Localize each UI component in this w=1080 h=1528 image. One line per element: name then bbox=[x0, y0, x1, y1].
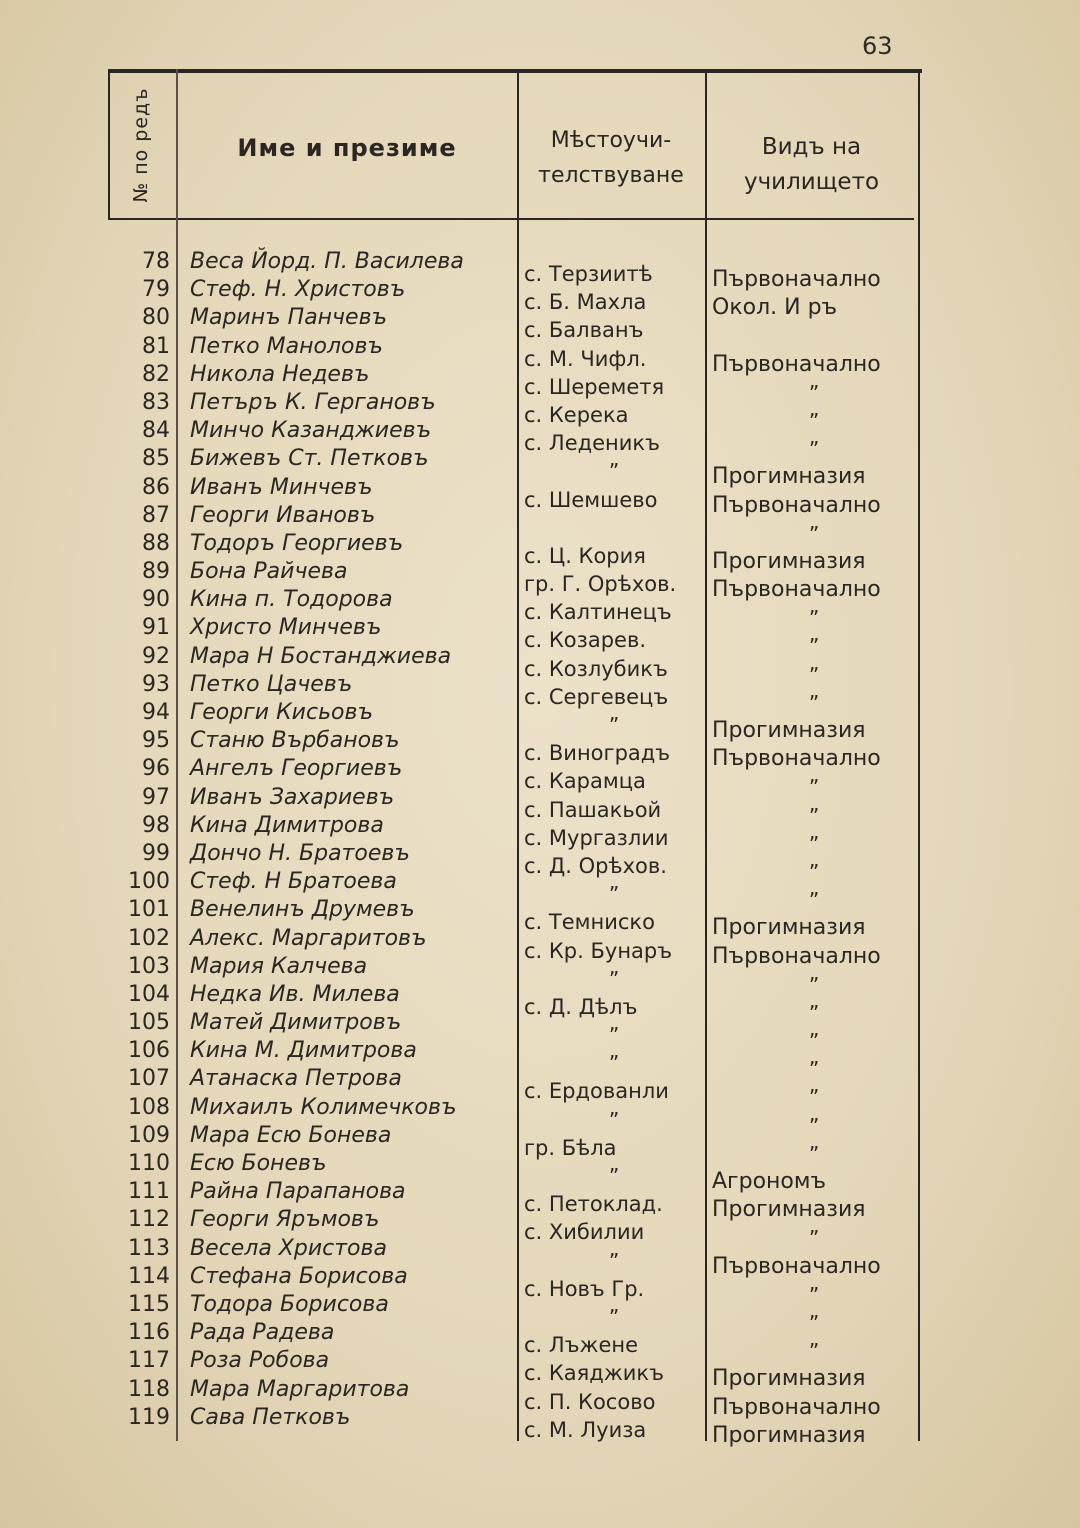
header-bottom-rule bbox=[108, 218, 914, 220]
row-number: 115 bbox=[128, 1291, 170, 1317]
row-place: с. Шемшево bbox=[524, 487, 658, 512]
row-school-type: ” bbox=[808, 1057, 820, 1082]
row-place: с. П. Косово bbox=[524, 1389, 656, 1414]
row-number: 102 bbox=[128, 925, 170, 951]
row-school-type: Първоначално bbox=[712, 1394, 881, 1420]
row-school-type: ” bbox=[808, 1113, 820, 1138]
row-number: 118 bbox=[128, 1376, 170, 1402]
header-place-line-1: Мѣстоучи- bbox=[550, 128, 672, 153]
row-place: ” bbox=[608, 1023, 620, 1048]
row-place: с. Б. Махла bbox=[524, 290, 647, 315]
row-place: с. Петоклад. bbox=[524, 1192, 663, 1217]
row-school-type: ” bbox=[808, 662, 820, 687]
row-name: Веса Йорд. П. Василева bbox=[190, 249, 464, 274]
table-body bbox=[0, 248, 1080, 1448]
row-number: 79 bbox=[142, 277, 170, 303]
row-school-type: Първоначално bbox=[712, 943, 881, 969]
row-school-type: ” bbox=[808, 1085, 820, 1110]
row-place: с. Кр. Бунаръ bbox=[524, 938, 673, 963]
header-name: Име и презиме bbox=[237, 134, 457, 162]
row-name: Петко Маноловъ bbox=[190, 333, 383, 359]
row-name: Дончо Н. Братоевъ bbox=[190, 840, 410, 866]
row-number: 86 bbox=[142, 474, 170, 500]
row-name: Мария Калчева bbox=[190, 953, 368, 979]
row-name: Сава Петковъ bbox=[190, 1404, 351, 1430]
row-place: ” bbox=[608, 1051, 620, 1076]
row-number: 116 bbox=[128, 1320, 170, 1346]
row-place: с. Хибилии bbox=[524, 1220, 645, 1245]
row-school-type: ” bbox=[808, 1029, 820, 1054]
row-number: 111 bbox=[128, 1179, 170, 1205]
row-name: Никола Недевъ bbox=[190, 361, 370, 387]
row-place: ” bbox=[608, 882, 620, 907]
row-school-type: Прогимназия bbox=[712, 915, 866, 941]
row-number: 82 bbox=[142, 361, 170, 387]
row-number: 106 bbox=[128, 1038, 170, 1064]
row-number: 105 bbox=[128, 1010, 170, 1036]
row-name: Георги Кисьовъ bbox=[190, 700, 374, 725]
row-name: Мара Маргаритова bbox=[190, 1376, 410, 1402]
row-place: с. Лъжене bbox=[524, 1333, 639, 1358]
row-place: с. Каяджикъ bbox=[524, 1361, 664, 1386]
row-place: ” bbox=[608, 459, 620, 484]
row-place: с. М. Чифл. bbox=[524, 346, 647, 371]
row-number: 93 bbox=[142, 671, 170, 697]
row-place: с. Пашакьой bbox=[524, 797, 662, 822]
row-number: 109 bbox=[128, 1122, 170, 1148]
row-name: Михаилъ Колимечковъ bbox=[190, 1094, 457, 1120]
row-name: Минчо Казанджиевъ bbox=[190, 418, 432, 444]
row-school-type: ” bbox=[808, 437, 820, 462]
row-name: Мара Есю Бонева bbox=[190, 1122, 392, 1148]
row-place: гр. Бѣла bbox=[524, 1135, 617, 1160]
row-place: с. Козлубикъ bbox=[524, 656, 668, 681]
row-school-type: ” bbox=[808, 1339, 820, 1364]
row-name: Тодора Борисова bbox=[190, 1291, 389, 1317]
row-number: 114 bbox=[128, 1263, 170, 1289]
row-name: Мара Н Бостанджиева bbox=[190, 643, 452, 669]
row-name: Бижевъ Ст. Петковъ bbox=[190, 446, 429, 472]
table-row bbox=[0, 1404, 1080, 1448]
row-name: Стеф. Н. Христовъ bbox=[190, 277, 406, 303]
row-name: Недка Ив. Милева bbox=[190, 981, 400, 1007]
row-name: Петко Цачевъ bbox=[190, 671, 353, 697]
row-name: Петъръ К. Гергановъ bbox=[190, 389, 436, 415]
row-school-type: Прогимназия bbox=[712, 1422, 866, 1448]
row-place: ” bbox=[608, 1164, 620, 1188]
row-name: Стеф. Н Братоева bbox=[190, 869, 397, 895]
row-place: с. Терзиитѣ bbox=[524, 262, 653, 286]
row-number: 113 bbox=[128, 1235, 170, 1261]
row-number: 108 bbox=[128, 1094, 170, 1120]
row-number: 84 bbox=[142, 418, 170, 444]
row-name: Роза Робова bbox=[190, 1348, 330, 1374]
row-number: 83 bbox=[142, 389, 170, 415]
row-school-type: Прогимназия bbox=[712, 718, 866, 743]
row-school-type: Агрономъ bbox=[712, 1169, 827, 1194]
row-number: 96 bbox=[142, 756, 170, 782]
header-place-line-2: телствуване bbox=[538, 163, 684, 188]
row-name: Райна Парапанова bbox=[190, 1179, 406, 1205]
row-place: с. Козарев. bbox=[524, 628, 646, 653]
row-place: с. Д. Орѣхов. bbox=[524, 853, 667, 878]
row-school-type: ” bbox=[808, 521, 820, 546]
row-place: с. Виноградъ bbox=[524, 741, 671, 766]
row-number: 80 bbox=[142, 305, 170, 331]
row-name: Кина Димитрова bbox=[190, 812, 384, 838]
row-school-type: Окол. И ръ bbox=[712, 295, 838, 321]
row-name: Христо Минчевъ bbox=[190, 615, 382, 641]
row-name: Георги Яръмовъ bbox=[190, 1207, 380, 1233]
row-school-type: Прогимназия bbox=[712, 464, 866, 490]
row-place: с. Темниско bbox=[524, 910, 655, 935]
row-place: с. М. Луиза bbox=[524, 1417, 647, 1442]
row-name: Станю Върбановъ bbox=[190, 728, 400, 754]
row-school-type: ” bbox=[808, 1226, 820, 1251]
row-name: Иванъ Минчевъ bbox=[190, 474, 373, 500]
row-name: Весела Христова bbox=[190, 1235, 387, 1261]
row-school-type: Първоначално bbox=[712, 492, 881, 518]
row-school-type: ” bbox=[808, 775, 820, 800]
row-place: с. Д. Дѣлъ bbox=[524, 994, 638, 1019]
row-name: Бона Райчева bbox=[190, 559, 348, 585]
page-number: 63 bbox=[862, 32, 893, 60]
row-number: 87 bbox=[142, 502, 170, 528]
row-school-type: ” bbox=[808, 1310, 820, 1335]
row-school-type: ” bbox=[808, 408, 820, 433]
row-name: Рада Радева bbox=[190, 1320, 335, 1346]
row-place: ” bbox=[608, 1304, 620, 1329]
row-number: 103 bbox=[128, 953, 170, 979]
row-name: Есю Боневъ bbox=[190, 1151, 327, 1176]
row-name: Тодоръ Георгиевъ bbox=[190, 530, 404, 556]
row-school-type: ” bbox=[808, 972, 820, 997]
row-place: с. Мургазлии bbox=[524, 825, 669, 850]
row-name: Кина М. Димитрова bbox=[190, 1038, 417, 1064]
row-place: ” bbox=[608, 1107, 620, 1132]
row-school-type: ” bbox=[808, 380, 820, 405]
row-school-type: ” bbox=[808, 831, 820, 856]
row-place: ” bbox=[608, 966, 620, 991]
row-number: 81 bbox=[142, 333, 170, 359]
row-number: 89 bbox=[142, 559, 170, 585]
row-name: Алекс. Маргаритовъ bbox=[190, 925, 427, 951]
row-number: 119 bbox=[128, 1404, 170, 1430]
row-school-type: Първоначално bbox=[712, 746, 881, 772]
row-name: Георги Ивановъ bbox=[190, 502, 376, 528]
header-type-line-2: училището bbox=[743, 169, 880, 195]
row-number: 107 bbox=[128, 1066, 170, 1092]
row-place: гр. Г. Орѣхов. bbox=[524, 572, 677, 597]
row-number: 97 bbox=[142, 784, 170, 810]
row-school-type: ” bbox=[808, 803, 820, 828]
row-number: 92 bbox=[142, 643, 170, 669]
table-row bbox=[0, 304, 1080, 343]
row-place: с. Калтинецъ bbox=[524, 600, 672, 625]
row-place: с. Балванъ bbox=[524, 318, 644, 343]
header-type-line-1: Видъ на bbox=[761, 134, 862, 160]
row-number: 98 bbox=[142, 812, 170, 838]
row-name: Кина п. Тодорова bbox=[190, 587, 393, 613]
row-number: 88 bbox=[142, 530, 170, 556]
row-school-type: ” bbox=[808, 606, 820, 631]
row-school-type: Първоначално bbox=[712, 577, 881, 603]
row-number: 117 bbox=[128, 1348, 170, 1374]
row-place: с. Ердованли bbox=[524, 1079, 669, 1104]
row-number: 95 bbox=[142, 728, 170, 754]
row-school-type: ” bbox=[808, 888, 820, 913]
row-school-type: ” bbox=[808, 1000, 820, 1025]
row-school-type: Първоначално bbox=[712, 351, 881, 377]
row-place: с. Ц. Кория bbox=[524, 543, 646, 568]
row-school-type: ” bbox=[808, 690, 820, 715]
row-name: Матей Димитровъ bbox=[190, 1010, 402, 1036]
row-number: 78 bbox=[142, 249, 170, 274]
row-school-type: ” bbox=[808, 1282, 820, 1307]
row-name: Маринъ Панчевъ bbox=[190, 305, 388, 331]
row-number: 104 bbox=[128, 981, 170, 1007]
row-number: 91 bbox=[142, 615, 170, 641]
row-school-type: Прогимназия bbox=[712, 1366, 866, 1392]
row-place: с. Новъ Гр. bbox=[524, 1276, 645, 1301]
row-number: 99 bbox=[142, 840, 170, 866]
table-left-border bbox=[108, 69, 110, 220]
row-name: Атанаска Петрова bbox=[190, 1066, 402, 1092]
row-school-type: Прогимназия bbox=[712, 548, 866, 574]
header-number: № по редъ bbox=[130, 87, 152, 203]
row-place: с. Сергевецъ bbox=[524, 684, 669, 709]
row-school-type: Прогимназия bbox=[712, 1197, 866, 1223]
row-school-type: Първоначално bbox=[712, 1253, 881, 1279]
row-school-type: Първоначално bbox=[712, 267, 881, 292]
row-school-type: ” bbox=[808, 1141, 820, 1166]
row-name: Стефана Борисова bbox=[190, 1263, 408, 1289]
table-top-rule bbox=[108, 69, 922, 73]
row-name: Венелинъ Друмевъ bbox=[190, 897, 415, 923]
row-number: 94 bbox=[142, 700, 170, 725]
row-place: с. Шереметя bbox=[524, 374, 665, 399]
row-place: с. Леденикъ bbox=[524, 431, 660, 456]
row-place: ” bbox=[608, 713, 620, 737]
row-number: 100 bbox=[128, 869, 170, 895]
row-place: с. Керека bbox=[524, 402, 629, 427]
row-name: Ангелъ Георгиевъ bbox=[190, 756, 403, 782]
row-number: 112 bbox=[128, 1207, 170, 1233]
row-name: Иванъ Захариевъ bbox=[190, 784, 395, 810]
row-number: 101 bbox=[128, 897, 170, 923]
row-school-type: ” bbox=[808, 634, 820, 659]
row-number: 90 bbox=[142, 587, 170, 613]
row-place: ” bbox=[608, 1248, 620, 1273]
row-number: 110 bbox=[128, 1151, 170, 1176]
row-place: с. Карамца bbox=[524, 769, 646, 794]
row-school-type: ” bbox=[808, 859, 820, 884]
row-number: 85 bbox=[142, 446, 170, 472]
